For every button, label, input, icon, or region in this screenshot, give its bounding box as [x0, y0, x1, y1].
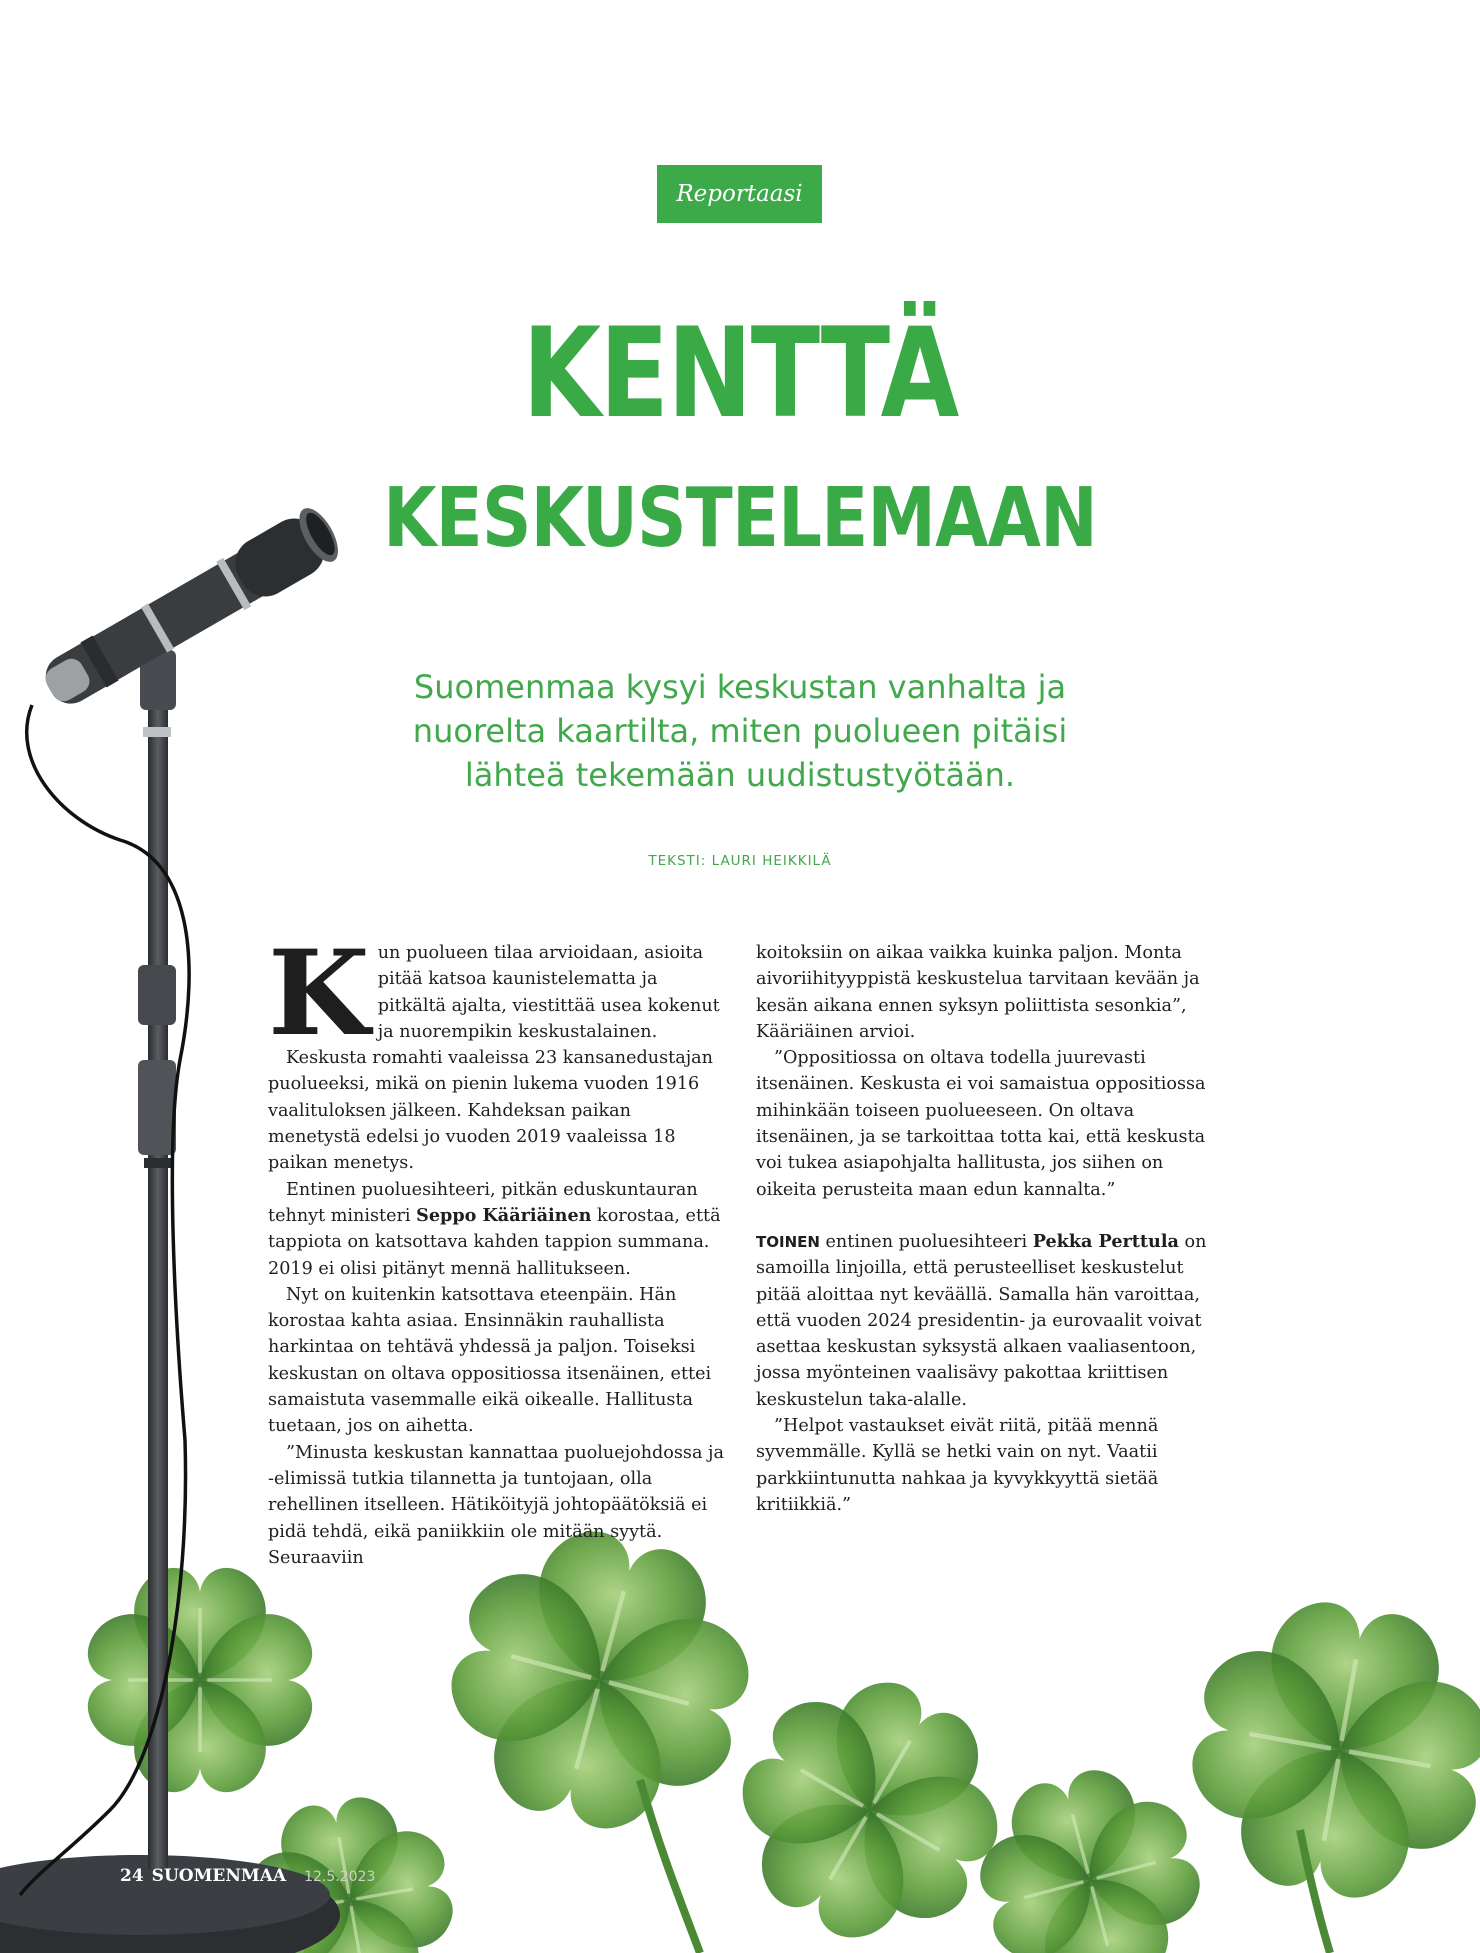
- paragraph-text: korostaa, että tappiota on katsottava kahden tappion summana. 2019 ei olisi pitänyt mennä hallitukseen.: [268, 1205, 721, 1279]
- headline-line-1: KENTTÄ: [522, 302, 958, 446]
- lead-text: Suomenmaa kysyi keskustan vanhalta ja nuorelta kaartilta, miten puolueen pitäisi lähteä tekemään uudistustyötään.: [412, 668, 1068, 794]
- drop-cap: K: [268, 924, 370, 1062]
- paragraph-text: entinen puoluesihteeri: [819, 1231, 1033, 1252]
- article-paragraph: [268, 924, 728, 1062]
- paragraph-text: Entinen puoluesihteeri, pitkän eduskuntauran tehnyt ministeri: [268, 1179, 698, 1226]
- issue-date: 12.5.2023: [304, 1869, 376, 1885]
- article-paragraph: Nyt on kuitenkin katsottava eteenpäin. Hän korostaa kahta asiaa. Ensinnäkin rauhallista harkintaa on tehtävä yhdessä ja paljon. Toiseksi keskustan on oltava oppositiossa itsenäinen, ettei samaistuta vasemmalle eikä oikealle. Hallitusta tuetaan, jos on aihetta.: [268, 1284, 712, 1437]
- paragraph-text: on samoilla linjoilla, että perusteelliset keskustelut pitää aloittaa nyt keväällä. Samalla hän varoittaa, että vuoden 2024 presidentin- ja eurovaalit voivat asettaa keskustan syksystä alkaen vaaliasentoon, jossa myönteinen vaalisävy pakottaa kriittisen keskustelun taka-alalle.: [756, 1231, 1207, 1410]
- paragraph-text: un puolueen tilaa arvioidaan, asioita pitää katsoa kaunistelematta ja pitkältä ajalta, viestittää usea kokenut ja nuorempikin keskustalainen.: [377, 943, 720, 1042]
- person-name: Pekka Perttula: [1032, 1230, 1179, 1252]
- article-paragraph: Keskusta romahti vaaleissa 23 kansanedustajan puolueeksi, mikä on pienin lukema vuoden 1916 vaalituloksen jälkeen. Kahdeksan paikan menetystä edelsi jo vuoden 2019 vaaleissa 18 paikan menetys.: [268, 1048, 713, 1174]
- article-paragraph: [756, 1229, 1218, 1413]
- article-paragraph: ”Oppositiossa on oltava todella juurevasti itsenäinen. Keskusta ei voi samaistua oppositiossa mihinkään toiseen puolueeseen. On oltava itsenäinen, ja se tarkoittaa totta kai, että keskusta voi tukea asiapohjalta hallitusta, jos siihen on oikeita perusteita maan edun kannalta.”: [756, 1048, 1206, 1200]
- article-column-left: [268, 924, 728, 1571]
- article-paragraph: ”Helpot vastaukset eivät riitä, pitää mennä syvemmälle. Kyllä se hetki vain on nyt. Vaatii parkkiintunutta nahkaa ja kyvykkyyttä sietää kritiikkiä.”: [756, 1416, 1159, 1515]
- page-footer: [120, 1866, 375, 1886]
- magazine-name: SUOMENMAA: [151, 1866, 287, 1886]
- headline-line-2: KESKUSTELEMAAN: [383, 471, 1097, 566]
- person-name: Seppo Kääriäinen: [416, 1204, 592, 1226]
- section-tag: Reportaasi: [657, 165, 822, 223]
- paragraph-lead-word: TOINEN: [756, 1232, 820, 1251]
- article-paragraph: ”Minusta keskustan kannattaa puoluejohdossa ja -elimissä tutkia tilannetta ja tuntojaan, olla rehellinen itselleen. Hätiköityjä johtopäätöksiä ei pidä tehdä, eikä paniikkiin ole mitään syytä. Seuraaviin: [268, 1442, 724, 1568]
- article-column-right: [756, 940, 1218, 1518]
- page-number: 24: [120, 1866, 144, 1886]
- article-paragraph: koitoksiin on aikaa vaikka kuinka paljon. Monta aivoriihityyppistä keskustelua tarvitaan kevään ja kesän aikana ennen syksyn poliittista sesonkia”, Kääriäinen arvioi.: [756, 943, 1200, 1042]
- byline: TEKSTI: LAURI HEIKKILÄ: [648, 853, 832, 869]
- article-paragraph: [268, 1177, 728, 1282]
